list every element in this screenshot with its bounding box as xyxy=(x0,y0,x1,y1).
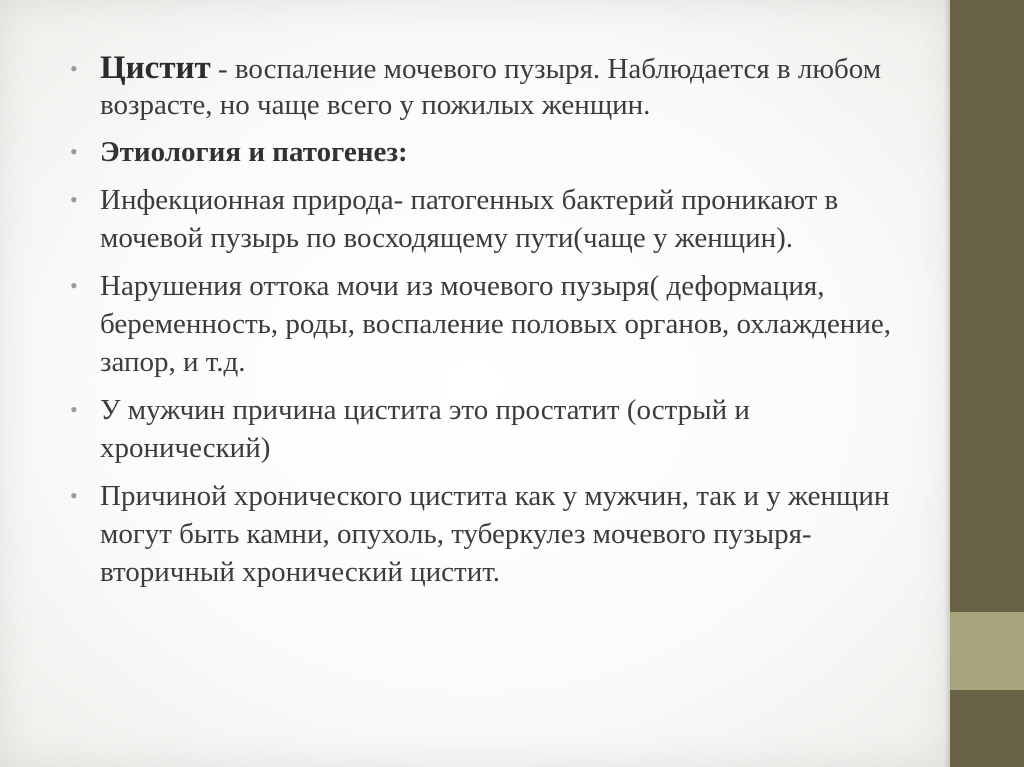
infection-text: Инфекционная природа- патогенных бактерий проникают в мочевой пузырь по восходящему пути(чаще у женщин). xyxy=(100,184,839,254)
right-sidebar-accent xyxy=(950,612,1024,690)
bullet-list xyxy=(70,50,910,601)
definition-text: - воспаление мочевого пузыря. Наблюдается в любом возрасте, но чаще всего у пожилых женщин. xyxy=(100,53,882,121)
bullet-item-etiology-heading xyxy=(70,133,910,171)
bullet-item-men xyxy=(70,391,910,467)
term-cystitis: Цистит xyxy=(100,50,211,86)
bullet-dot-icon: • xyxy=(70,483,78,508)
men-cause-text: У мужчин причина цистита это простатит (острый и хронический) xyxy=(100,394,750,464)
bullet-dot-icon: • xyxy=(70,397,78,422)
bullet-item-definition xyxy=(70,50,910,123)
bullet-item-chronic xyxy=(70,477,910,591)
bullet-dot-icon: • xyxy=(70,273,78,298)
bullet-item-outflow xyxy=(70,267,910,381)
bullet-dot-icon: • xyxy=(70,56,78,81)
bullet-dot-icon: • xyxy=(70,187,78,212)
bullet-dot-icon: • xyxy=(70,139,78,164)
bullet-item-infection xyxy=(70,181,910,257)
chronic-cause-text: Причиной хронического цистита как у мужчин, так и у женщин могут быть камни, опухоль, туберкулез мочевого пузыря- вторичный хронический цистит. xyxy=(100,480,890,588)
etiology-heading: Этиология и патогенез: xyxy=(100,136,408,168)
outflow-text: Нарушения оттока мочи из мочевого пузыря( деформация, беременность, роды, воспаление половых органов, охлаждение, запор, и т.д. xyxy=(100,270,891,378)
